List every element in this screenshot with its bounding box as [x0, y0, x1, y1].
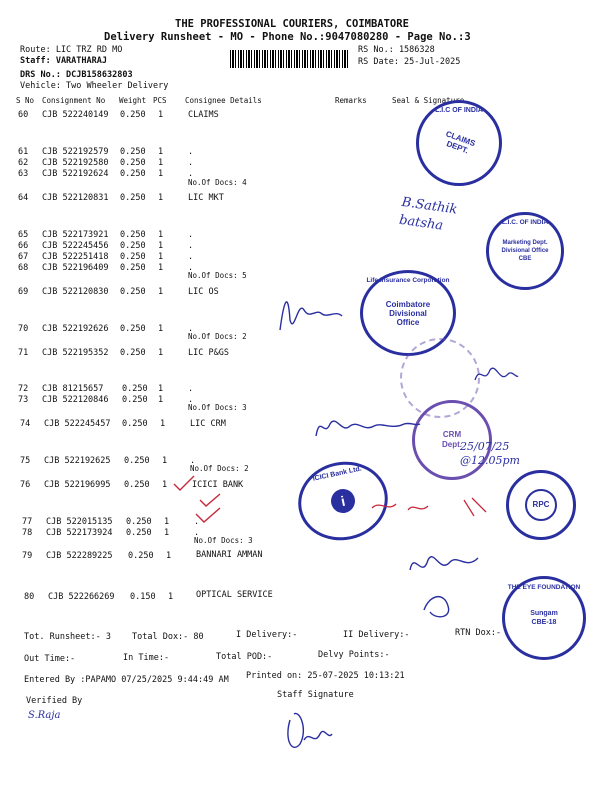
row-consignment: CJB 522120846 [42, 395, 109, 405]
row-sno: 67 [18, 252, 29, 262]
stamp-ring-text: ICICI Bank Ltd. [312, 465, 363, 483]
row-sno: 70 [18, 324, 29, 334]
col-remarks: Remarks [335, 96, 367, 105]
i-delivery: I Delivery:- [236, 630, 298, 640]
row-consignee: . [188, 263, 194, 273]
row-consignee: . [188, 384, 194, 394]
row-consignee: . [194, 528, 200, 538]
row-consignment: CJB 522120831 [42, 193, 109, 203]
staff-line: Staff: VARATHARAJ [20, 56, 107, 66]
row-consignment: CJB 522192626 [42, 324, 109, 334]
row-pcs: 1 [158, 287, 164, 297]
row-consignment: CJB 522289225 [46, 551, 113, 561]
row-weight: 0.250 [124, 456, 150, 466]
row-consignment: CJB 522192625 [44, 456, 111, 466]
ii-delivery: II Delivery:- [343, 630, 410, 640]
row-consignee: . [188, 252, 194, 262]
row-consignee: . [188, 395, 194, 405]
icici-logo-icon: i [329, 487, 357, 515]
row-sno: 68 [18, 263, 29, 273]
row-consignment: CJB 522173921 [42, 230, 109, 240]
row-weight: 0.250 [124, 480, 150, 490]
row-pcs: 1 [164, 517, 170, 527]
vehicle-line: Vehicle: Two Wheeler Delivery [20, 81, 169, 91]
row-pcs: 1 [158, 384, 164, 394]
lic-mkt-stamp [486, 212, 564, 290]
row-sno: 64 [18, 193, 29, 203]
row-weight: 0.250 [120, 348, 146, 358]
row-sno: 80 [24, 592, 35, 602]
row-consignee: . [188, 158, 194, 168]
row-consignee: . [190, 456, 196, 466]
handwritten-receiver-name: B.Sathik batsha [398, 194, 459, 234]
docs-count: No.Of Docs: 5 [188, 271, 247, 280]
row-consignment: CJB 522245457 [44, 419, 111, 429]
row-consignee: . [188, 324, 194, 334]
row-consignment: CJB 522251418 [42, 252, 109, 262]
stamp-ring-text: Life Insurance Corporation [366, 277, 450, 284]
row-consignee: ICICI BANK [192, 480, 244, 490]
row-consignee: . [194, 517, 200, 527]
row-consignee: CLAIMS [188, 110, 219, 120]
col-weight: Weight [119, 96, 147, 105]
row-pcs: 1 [158, 252, 164, 262]
row-sno: 63 [18, 169, 29, 179]
row-weight: 0.250 [120, 241, 146, 251]
row-pcs: 1 [158, 147, 164, 157]
row-pcs: 1 [162, 456, 168, 466]
row-sno: 77 [22, 517, 33, 527]
row-sno: 61 [18, 147, 29, 157]
route-line: Route: LIC TRZ RD MO [20, 45, 123, 55]
tick-marks [170, 470, 230, 530]
row-consignee: LIC P&GS [188, 348, 229, 358]
row-consignment: CJB 522195352 [42, 348, 109, 358]
lic-claims-stamp [416, 100, 502, 186]
total-pod: Total POD:- [216, 652, 273, 662]
row-consignee: LIC CRM [190, 419, 226, 429]
stamp-ring-text: THE EYE FOUNDATION [507, 584, 581, 591]
row-pcs: 1 [158, 158, 164, 168]
row-sno: 65 [18, 230, 29, 240]
row-consignee: LIC MKT [188, 193, 224, 203]
row-consignment: CJB 522196995 [44, 480, 111, 490]
docs-count: No.Of Docs: 2 [188, 332, 247, 341]
row-weight: 0.250 [120, 110, 146, 120]
total-dox: Total Dox:- 80 [132, 632, 204, 642]
entered-by: Entered By :PAPAMO 07/25/2025 9:44:49 AM [24, 675, 229, 685]
row-pcs: 1 [158, 348, 164, 358]
row-sno: 62 [18, 158, 29, 168]
rs-number: RS No.: 1586328 [358, 45, 435, 55]
docs-count: No.Of Docs: 3 [194, 536, 253, 545]
row-pcs: 1 [158, 324, 164, 334]
row-pcs: 1 [158, 169, 164, 179]
row-weight: 0.150 [130, 592, 156, 602]
row-consignment: CJB 522196409 [42, 263, 109, 273]
stamp-inner-text: CLAIMS DEPT. [444, 129, 477, 156]
stamp-inner-text: Marketing Dept. Divisional Office CBE [501, 240, 549, 262]
col-pcs: PCS [153, 96, 167, 105]
row-consignment: CJB 81215657 [42, 384, 104, 394]
row-consignment: CJB 522120830 [42, 287, 109, 297]
col-consignee: Consignee Details [185, 96, 262, 105]
signature-scribble [400, 540, 490, 620]
drs-number: DRS No.: DCJB158632803 [20, 70, 133, 80]
row-sno: 78 [22, 528, 33, 538]
row-weight: 0.250 [122, 384, 148, 394]
signature-scribble [270, 280, 350, 340]
row-pcs: 1 [158, 193, 164, 203]
stamp-ring-text: L.I.C. OF INDIA [501, 219, 549, 226]
row-pcs: 1 [158, 263, 164, 273]
tot-runsheet: Tot. Runsheet:- 3 [24, 632, 111, 642]
row-consignment: CJB 522173924 [46, 528, 113, 538]
row-pcs: 1 [168, 592, 174, 602]
row-consignee: . [188, 147, 194, 157]
row-weight: 0.250 [120, 193, 146, 203]
eye-foundation-stamp [502, 576, 586, 660]
row-pcs: 1 [162, 480, 168, 490]
stamp-inner-text: RPC [525, 489, 557, 521]
row-consignment: CJB 522015135 [46, 517, 113, 527]
row-pcs: 1 [158, 110, 164, 120]
row-sno: 71 [18, 348, 29, 358]
col-seal-signature: Seal & Signature [392, 96, 465, 105]
row-pcs: 1 [158, 230, 164, 240]
row-sno: 75 [20, 456, 31, 466]
row-sno: 72 [18, 384, 29, 394]
icici-rpc-stamp [506, 470, 576, 540]
stamp-inner-text: CRM Dept. [442, 430, 462, 449]
row-weight: 0.250 [120, 252, 146, 262]
printed-on: Printed on: 25-07-2025 10:13:21 [246, 671, 405, 681]
stamp-ring-text: L.I.C OF INDIA [435, 107, 483, 114]
stamp-inner-text: Sungam CBE-18 [530, 610, 558, 626]
row-consignment: CJB 522266269 [48, 592, 115, 602]
row-pcs: 1 [166, 551, 172, 561]
row-sno: 73 [18, 395, 29, 405]
stamp-inner-text: Coimbatore Divisional Office [385, 299, 431, 327]
row-consignee: LIC OS [188, 287, 219, 297]
row-weight: 0.250 [128, 551, 154, 561]
row-sno: 69 [18, 287, 29, 297]
row-sno: 76 [20, 480, 31, 490]
row-consignment: CJB 522192580 [42, 158, 109, 168]
row-weight: 0.250 [120, 324, 146, 334]
verified-by: Verified By [26, 696, 83, 706]
row-pcs: 1 [158, 241, 164, 251]
runsheet-subtitle: Delivery Runsheet - MO - Phone No.:9047080280 - Page No.:3 [104, 31, 471, 43]
docs-count: No.Of Docs: 2 [190, 464, 249, 473]
row-weight: 0.250 [122, 419, 148, 429]
rtn-dox: RTN Dox:- [455, 628, 502, 638]
rs-date: RS Date: 25-Jul-2025 [358, 57, 461, 67]
row-sno: 66 [18, 241, 29, 251]
company-name: THE PROFESSIONAL COURIERS, COIMBATORE [175, 18, 409, 30]
delvy-points: Delvy Points:- [318, 650, 390, 660]
handwritten-timestamp: 25/07/25 @12.05pm [460, 440, 520, 467]
row-consignee: . [188, 230, 194, 240]
row-sno: 74 [20, 419, 31, 429]
row-sno: 60 [18, 110, 29, 120]
out-time: Out Time:- [24, 654, 76, 664]
row-pcs: 1 [164, 528, 170, 538]
row-consignment: CJB 522192579 [42, 147, 109, 157]
row-consignee: OPTICAL SERVICE [196, 590, 273, 600]
signature-scribble [312, 408, 422, 444]
row-consignee: . [188, 169, 194, 179]
row-weight: 0.250 [120, 169, 146, 179]
signature-scribble [368, 488, 498, 524]
staff-signature-label: Staff Signature [277, 690, 354, 700]
row-consignment: CJB 522192624 [42, 169, 109, 179]
row-weight: 0.250 [120, 263, 146, 273]
col-consignment: Consignment No [42, 96, 106, 105]
row-pcs: 1 [158, 395, 164, 405]
staff-signature-scribble [280, 700, 340, 756]
col-sno: S No [16, 96, 35, 105]
row-weight: 0.250 [120, 147, 146, 157]
in-time: In Time:- [123, 653, 170, 663]
row-pcs: 1 [160, 419, 166, 429]
row-consignment: CJB 522240149 [42, 110, 109, 120]
row-consignee: BANNARI AMMAN [196, 550, 263, 560]
row-sno: 79 [22, 551, 33, 561]
handwritten-verifier: S.Raja [28, 710, 61, 721]
barcode [230, 50, 350, 68]
docs-count: No.Of Docs: 4 [188, 178, 247, 187]
row-weight: 0.250 [120, 158, 146, 168]
signature-scribble [470, 360, 520, 390]
docs-count: No.Of Docs: 3 [188, 403, 247, 412]
row-weight: 0.250 [126, 528, 152, 538]
row-weight: 0.250 [126, 517, 152, 527]
row-consignee: . [188, 241, 194, 251]
row-consignment: CJB 522245456 [42, 241, 109, 251]
row-weight: 0.250 [120, 287, 146, 297]
row-weight: 0.250 [120, 230, 146, 240]
row-weight: 0.250 [122, 395, 148, 405]
